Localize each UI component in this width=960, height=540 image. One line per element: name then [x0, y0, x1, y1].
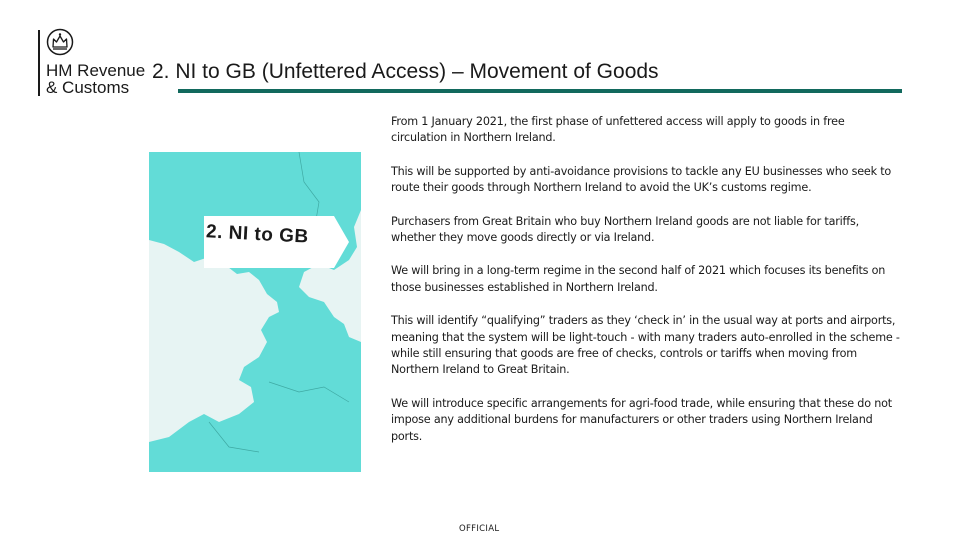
- ni-gb-map: [149, 152, 361, 472]
- paragraph-5: This will identify “qualifying” traders as they ‘check in’ in the usual way at ports and airports, meaning that the system will be light-touch - with many traders auto-enrolled in the scheme - while still ensuring that goods are free of checks, controls or tariffs when moving from Northern Ireland to Great Britain.: [391, 314, 900, 377]
- logo-rule: [38, 30, 40, 96]
- paragraph-2: This will be supported by anti-avoidance provisions to tackle any EU businesses who seek to route their goods through Northern Ireland to avoid the UK’s customs regime.: [391, 164, 892, 195]
- paragraph-1: From 1 January 2021, the first phase of unfettered access will apply to goods in free circulation in Northern Ireland.: [391, 115, 845, 145]
- paragraph-4: We will bring in a long-term regime in the second half of 2021 which focuses its benefits on those businesses established in Northern Ireland.: [391, 264, 886, 294]
- map-label: 2. NI to GB: [205, 221, 310, 248]
- classification-label: OFFICIAL: [459, 524, 500, 534]
- logo-text-line2: & Customs: [46, 78, 130, 97]
- paragraph-6: We will introduce specific arrangements for agri-food trade, while ensuring that these do not impose any additional burdens for manufacturers or other traders using Northern Ireland ports.: [391, 396, 892, 443]
- content-column: [391, 114, 901, 462]
- logo-text-line1: HM Revenue: [46, 61, 146, 80]
- title-underline: [178, 89, 902, 93]
- page-title: 2. NI to GB (Unfettered Access) – Movement of Goods: [152, 60, 659, 83]
- paragraph-3: Purchasers from Great Britain who buy Northern Ireland goods are not liable for tariffs, whether they move goods directly or via Ireland.: [391, 214, 860, 245]
- crown-crest-icon: [46, 28, 74, 56]
